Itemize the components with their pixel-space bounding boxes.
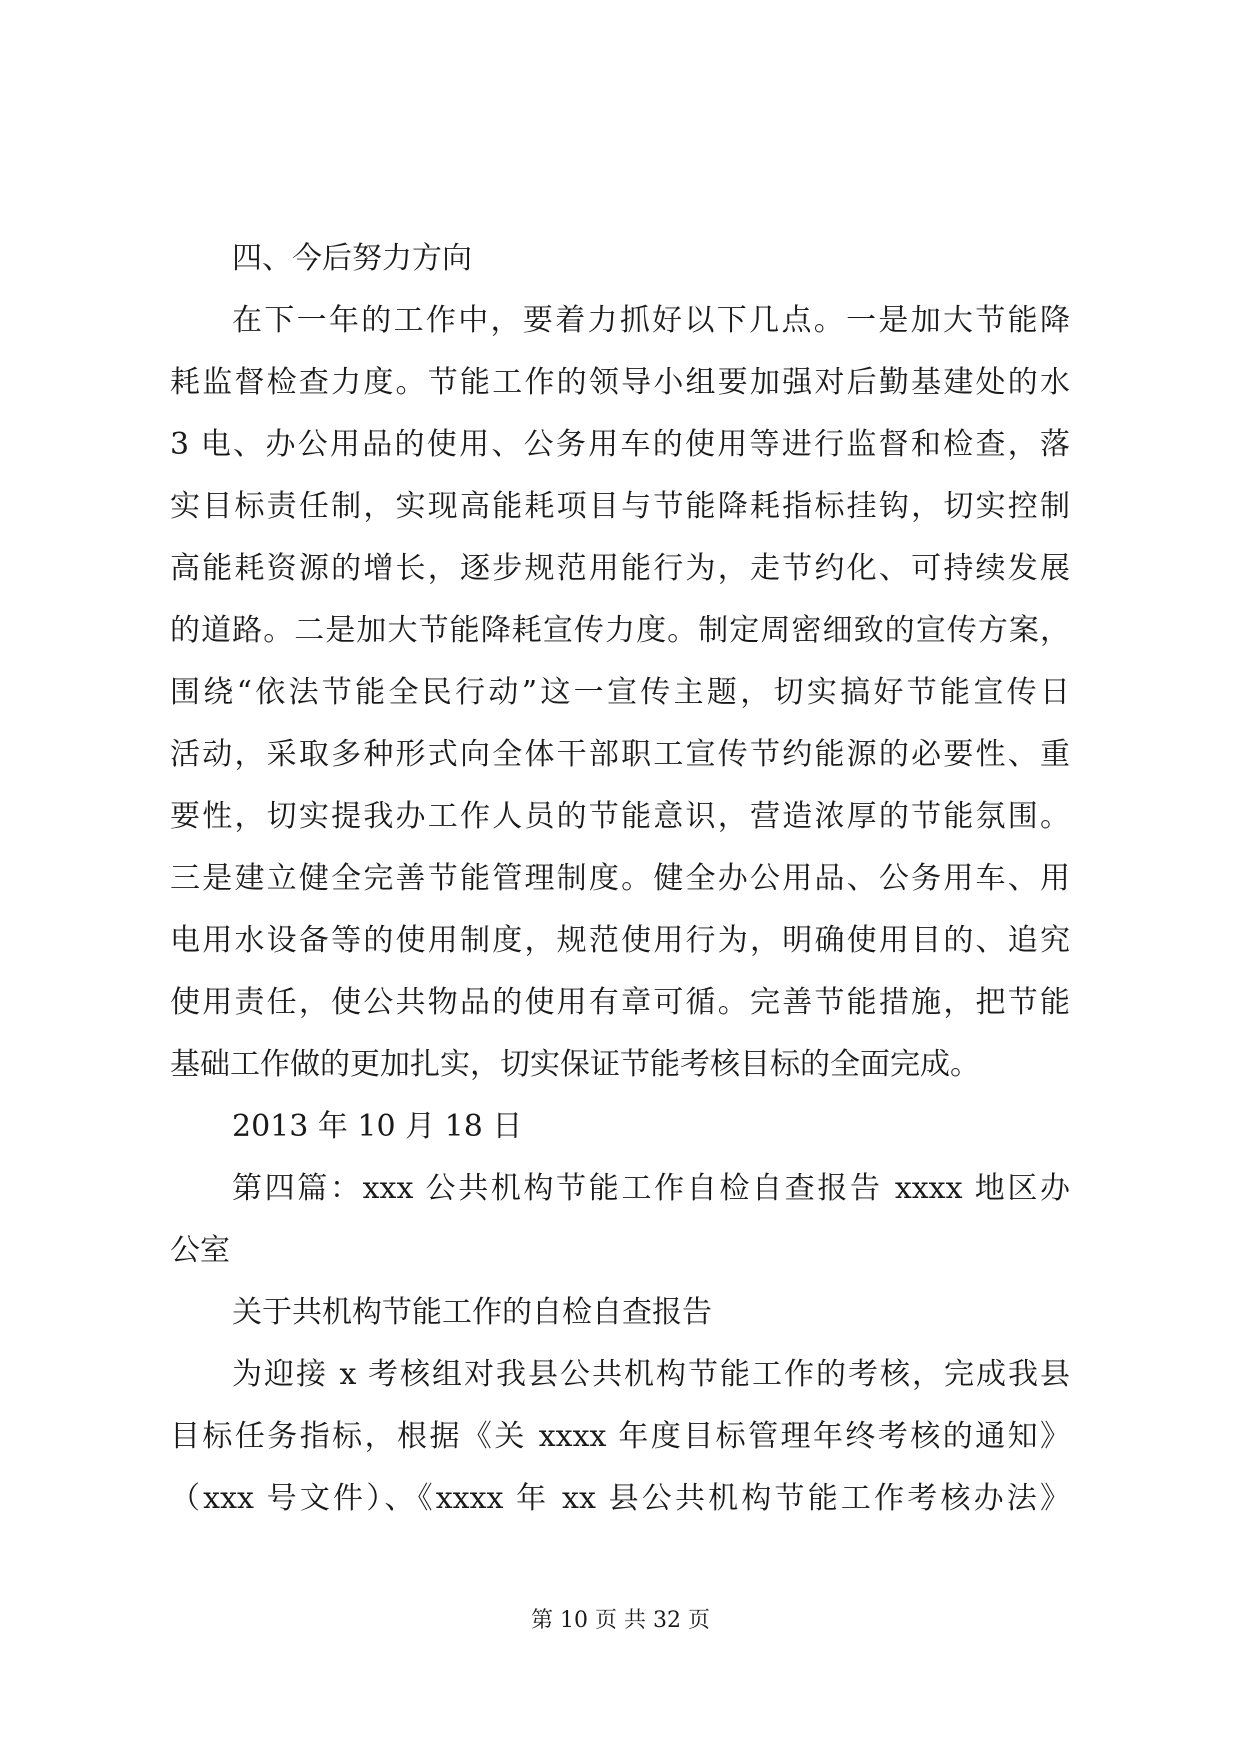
paragraph-line: 围绕“依法节能全民行动”这一宣传主题，切实搞好节能宣传日 [170,675,1070,710]
paragraph-line: 实目标责任制，实现高能耗项目与节能降耗指标挂钩，切实控制 [170,489,1070,524]
date-line: 2013 年 10 月 18 日 [232,1109,523,1144]
paragraph-line: 基础工作做的更加扎实，切实保证节能考核目标的全面完成。 [170,1047,980,1082]
paragraph-line: 为迎接 x 考核组对我县公共机构节能工作的考核，完成我县 [232,1357,1070,1392]
paragraph-line: 电用水设备等的使用制度，规范使用行为，明确使用目的、追究 [170,923,1070,958]
paragraph-line: 活动，采取多种形式向全体干部职工宣传节约能源的必要性、重 [170,737,1070,772]
paragraph-line: 高能耗资源的增长，逐步规范用能行为，走节约化、可持续发展 [170,551,1070,586]
paragraph-line: 使用责任，使公共物品的使用有章可循。完善节能措施，把节能 [170,985,1070,1020]
section-heading: 四、今后努力方向 [232,241,472,276]
paragraph-line: 目标任务指标，根据《关 xxxx 年度目标管理年终考核的通知》 [170,1419,1070,1454]
article-title-line: 公室 [170,1233,230,1268]
paragraph-line: 三是建立健全完善节能管理制度。健全办公用品、公务用车、用 [170,861,1070,896]
paragraph-line: 要性，切实提我办工作人员的节能意识，营造浓厚的节能氛围。 [170,799,1070,834]
page-number-footer: 第 10 页 共 32 页 [531,1608,710,1633]
report-title: 关于共机构节能工作的自检自查报告 [232,1295,712,1330]
paragraph-line: 的道路。二是加大节能降耗宣传力度。制定周密细致的宣传方案， [170,613,1070,648]
document-body [170,228,1070,1530]
paragraph-line: （xxx 号文件）、《xxxx 年 xx 县公共机构节能工作考核办法》 [170,1481,1070,1516]
paragraph-line: 3 电、办公用品的使用、公务用车的使用等进行监督和检查，落 [170,427,1070,462]
paragraph-line: 耗监督检查力度。节能工作的领导小组要加强对后勤基建处的水 [170,365,1070,400]
article-title-line: 第四篇：xxx 公共机构节能工作自检自查报告 xxxx 地区办 [232,1171,1070,1206]
paragraph-line: 在下一年的工作中，要着力抓好以下几点。一是加大节能降 [232,303,1070,338]
